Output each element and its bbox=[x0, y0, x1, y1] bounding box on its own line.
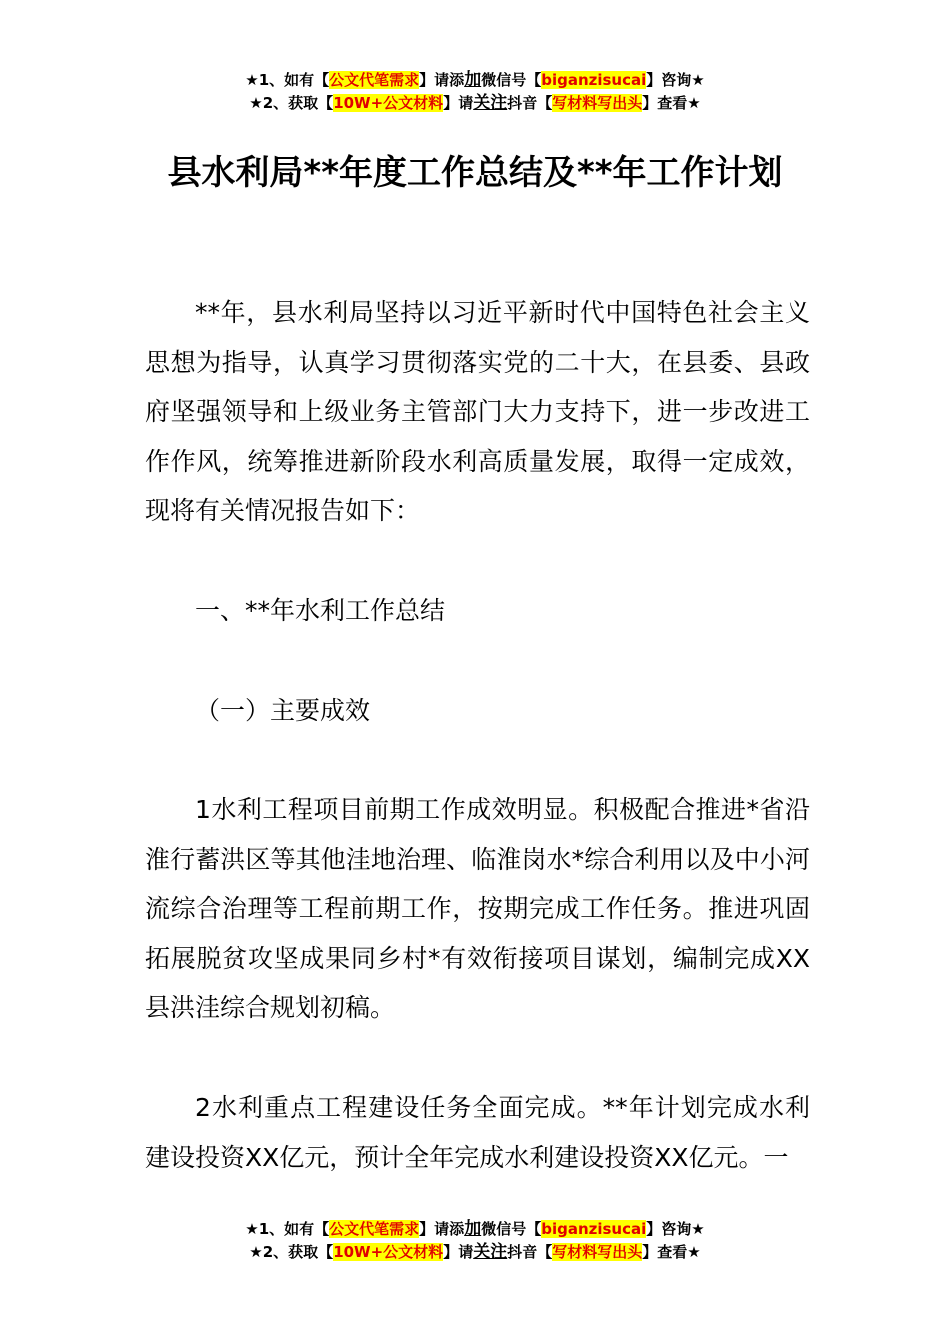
promo-emphasis: 加 bbox=[464, 70, 482, 90]
bottom-promo-banner bbox=[0, 1218, 950, 1264]
promo-text: ★1、如有【 bbox=[245, 71, 330, 89]
promo-text: 抖音【 bbox=[507, 94, 553, 112]
promo-highlight: 公文代笔需求 bbox=[329, 1220, 420, 1238]
promo-line-1 bbox=[0, 69, 950, 92]
promo-text: ★1、如有【 bbox=[245, 1220, 330, 1238]
promo-emphasis: 关注 bbox=[473, 1242, 508, 1262]
promo-wechat-id: biganzisucai bbox=[541, 1220, 647, 1238]
intro-paragraph: **年，县水利局坚持以习近平新时代中国特色社会主义思想为指导，认真学习贯彻落实党的二十大，在县委、县政府坚强领导和上级业务主管部门大力支持下，进一步改进工作作风，统筹推进新阶段水利高质量发展，取得一定成效，现将有关情况报告如下： bbox=[145, 298, 810, 525]
promo-highlight: 10W+公文材料 bbox=[333, 1243, 444, 1261]
document-title: 县水利局**年度工作总结及**年工作计划 bbox=[167, 153, 783, 193]
promo-douyin-name: 写材料写出头 bbox=[552, 1243, 643, 1261]
top-promo-banner bbox=[0, 69, 950, 115]
promo-text: 微信号【 bbox=[481, 71, 542, 89]
promo-text: 】请添 bbox=[419, 1220, 465, 1238]
section-heading: 一、**年水利工作总结 bbox=[195, 596, 446, 625]
promo-highlight: 10W+公文材料 bbox=[333, 94, 444, 112]
promo-text: 】咨询★ bbox=[646, 71, 705, 89]
promo-douyin-name: 写材料写出头 bbox=[552, 94, 643, 112]
promo-text: 】查看★ bbox=[642, 94, 701, 112]
promo-line-2 bbox=[0, 1241, 950, 1264]
promo-text: 】咨询★ bbox=[646, 1220, 705, 1238]
promo-text: ★2、获取【 bbox=[249, 1243, 334, 1261]
promo-text: 抖音【 bbox=[507, 1243, 553, 1261]
promo-emphasis: 关注 bbox=[473, 93, 508, 113]
body-paragraph-2: 2水利重点工程建设任务全面完成。**年计划完成水利建设投资XX亿元，预计全年完成水利建设投资XX亿元。一 bbox=[145, 1093, 810, 1172]
promo-emphasis: 加 bbox=[464, 1219, 482, 1239]
promo-text: 】查看★ bbox=[642, 1243, 701, 1261]
promo-line-1 bbox=[0, 1218, 950, 1241]
promo-text: 】请添 bbox=[419, 71, 465, 89]
promo-wechat-id: biganzisucai bbox=[541, 71, 647, 89]
subsection-heading: （一）主要成效 bbox=[195, 696, 371, 725]
body-paragraph-1: 1水利工程项目前期工作成效明显。积极配合推进*省沿淮行蓄洪区等其他洼地治理、临淮岗水*综合利用以及中小河流综合治理等工程前期工作，按期完成工作任务。推进巩固拓展脱贫攻坚成果同乡村*有效衔接项目谋划，编制完成XX县洪洼综合规划初稿。 bbox=[145, 795, 810, 1022]
promo-text: 】请 bbox=[443, 94, 474, 112]
promo-text: ★2、获取【 bbox=[249, 94, 334, 112]
promo-text: 微信号【 bbox=[481, 1220, 542, 1238]
promo-line-2 bbox=[0, 92, 950, 115]
promo-highlight: 公文代笔需求 bbox=[329, 71, 420, 89]
promo-text: 】请 bbox=[443, 1243, 474, 1261]
